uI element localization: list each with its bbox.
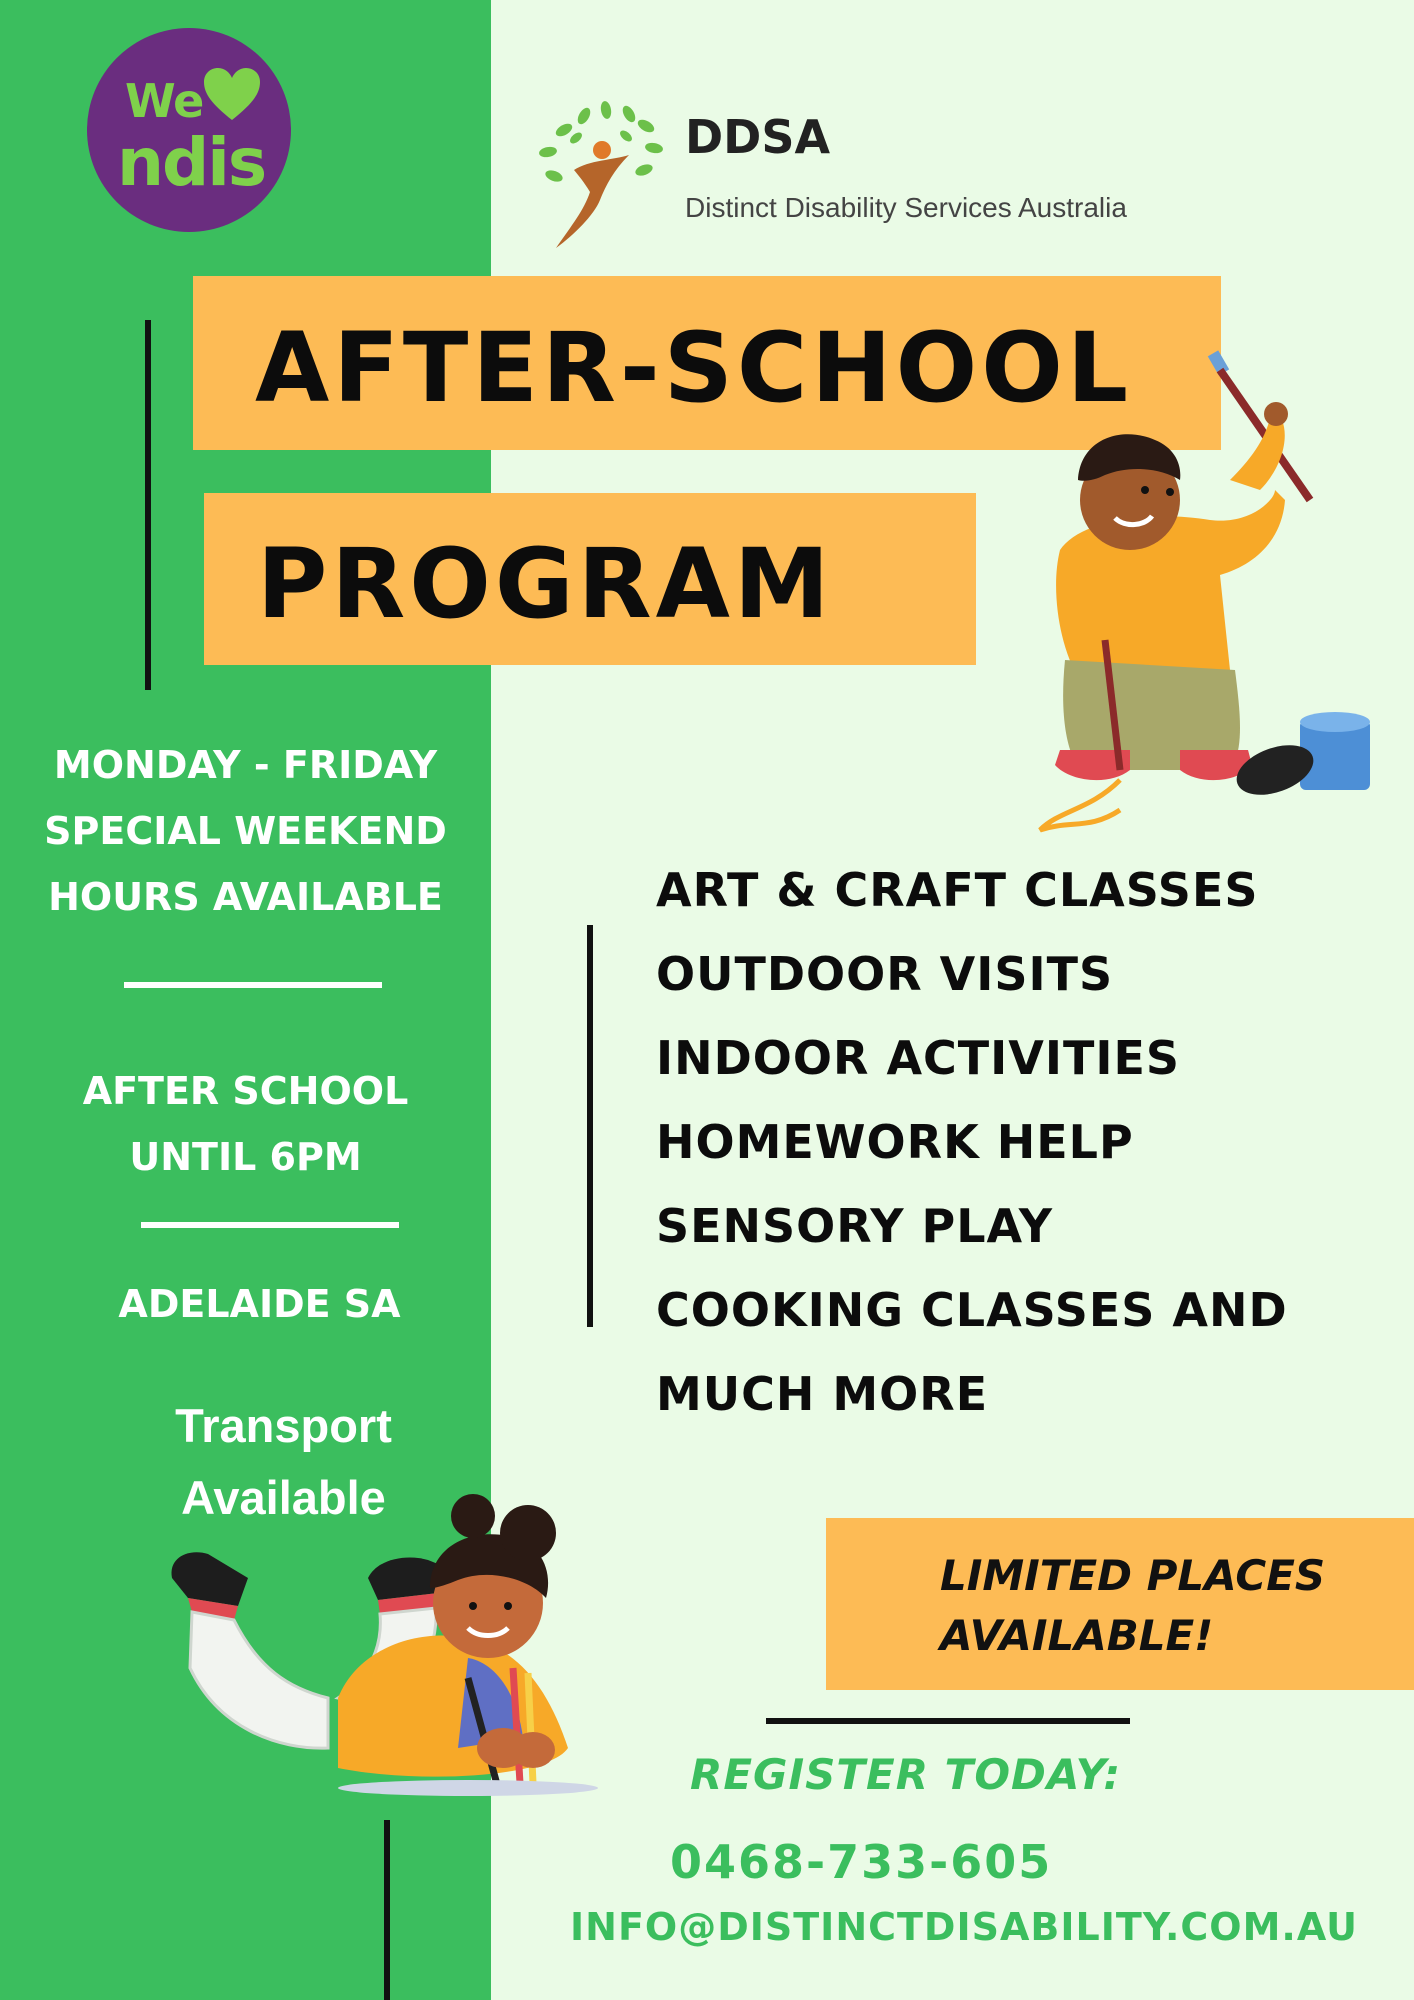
activity-item: INDOOR ACTIVITIES: [656, 1031, 1181, 1085]
ndis-logo-we: We: [125, 74, 204, 128]
white-divider-2: [141, 1222, 399, 1228]
limited-line: AVAILABLE!: [940, 1611, 1214, 1660]
ddsa-tree-icon: [534, 100, 674, 250]
transport-line: Transport: [175, 1399, 392, 1452]
limited-line: LIMITED PLACES: [940, 1551, 1326, 1600]
title-line-1: AFTER-SCHOOL: [255, 312, 1133, 424]
schedule-line: MONDAY - FRIDAY: [53, 743, 438, 787]
vertical-divider-bottom: [384, 1820, 390, 2000]
activity-item: OUTDOOR VISITS: [656, 947, 1114, 1001]
location-text: ADELAIDE SA: [118, 1282, 401, 1326]
activity-item: HOMEWORK HELP: [656, 1115, 1134, 1169]
limited-places-text: [940, 1546, 1325, 1666]
heart-icon: [202, 66, 262, 122]
ndis-logo-word: ndis: [117, 124, 266, 201]
activity-item: COOKING CLASSES AND: [656, 1283, 1288, 1337]
hours-line: UNTIL 6PM: [129, 1135, 362, 1179]
email-address[interactable]: INFO@DISTINCTDISABILITY.COM.AU: [570, 1905, 1358, 1949]
girl-drawing-illustration: [168, 1488, 668, 1798]
black-divider: [766, 1718, 1130, 1724]
schedule-text: [0, 732, 491, 930]
hours-text: [0, 1058, 491, 1190]
title-line-2: PROGRAM: [257, 528, 834, 640]
vertical-divider-left: [145, 320, 151, 690]
activities-list: [656, 848, 1288, 1436]
schedule-line: SPECIAL WEEKEND: [44, 809, 447, 853]
boy-painting-illustration: [1020, 350, 1380, 860]
hours-line: AFTER SCHOOL: [82, 1069, 409, 1113]
ndis-logo: [87, 28, 291, 232]
white-divider-1: [124, 982, 382, 988]
activity-item: SENSORY PLAY: [656, 1199, 1054, 1253]
ddsa-logo-name: DDSA: [685, 110, 831, 164]
ddsa-logo-tagline: Distinct Disability Services Australia: [685, 192, 1127, 223]
activity-item: ART & CRAFT CLASSES: [656, 863, 1259, 917]
schedule-line: HOURS AVAILABLE: [48, 875, 443, 919]
vertical-divider-activities: [587, 925, 593, 1327]
transport-line: Available: [181, 1471, 386, 1524]
register-heading: REGISTER TODAY:: [690, 1750, 1122, 1799]
phone-number[interactable]: 0468-733-605: [670, 1835, 1053, 1889]
activity-item: MUCH MORE: [656, 1367, 989, 1421]
